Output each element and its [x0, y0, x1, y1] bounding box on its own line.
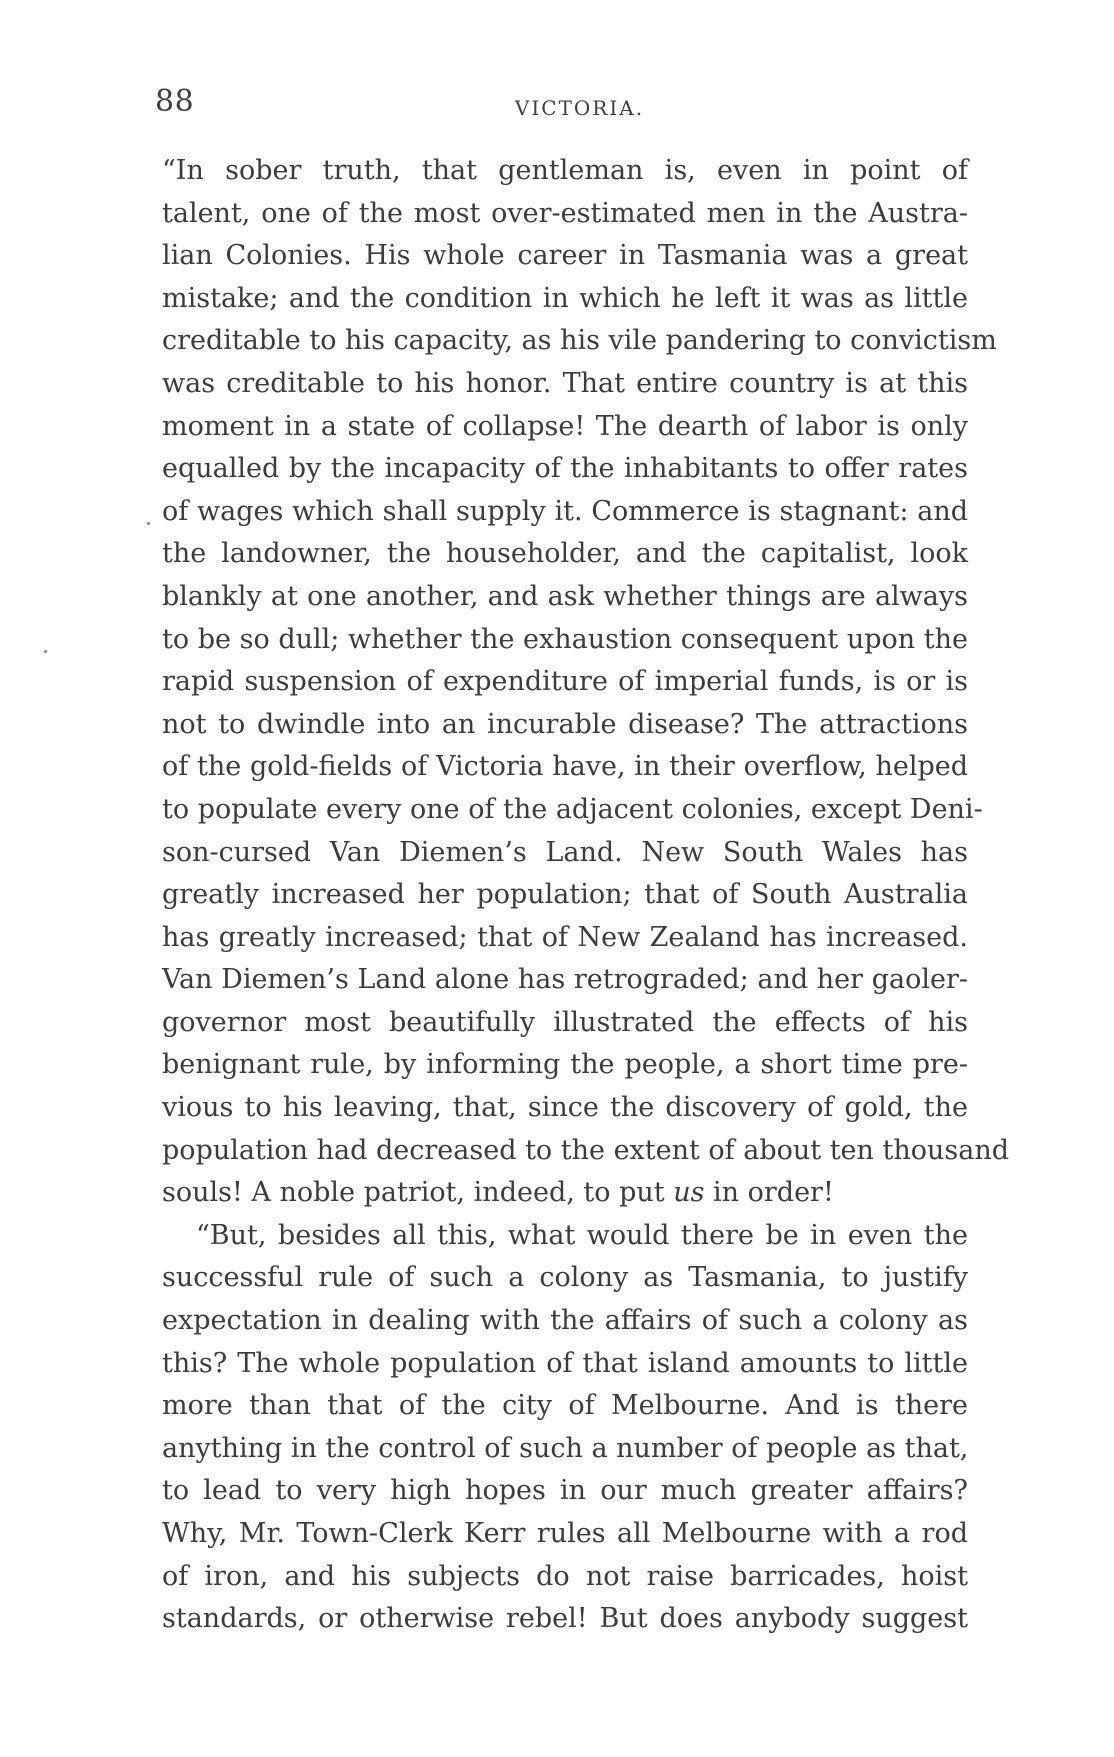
text-line: governor most beautifully illustrated the effects of his — [162, 1006, 968, 1038]
page-number: 88 — [155, 84, 195, 119]
text-line: Why, Mr. Town-Clerk Kerr rules all Melbourne with a rod — [162, 1518, 968, 1549]
scan-speck — [44, 650, 47, 653]
text-line: son-cursed Van Diemen’s Land. New South Wales has — [162, 836, 968, 868]
text-line: greatly increased her population; that of South Australia — [162, 879, 968, 911]
text-line: anything in the control of such a number of people as that, — [162, 1432, 969, 1464]
body-text — [162, 150, 1010, 1641]
text-line: benignant rule, by informing the people, a short time pre- — [162, 1049, 968, 1081]
text-line: the landowner, the householder, and the capitalist, look — [162, 538, 968, 570]
text-line: Van Diemen’s Land alone has retrograded; and her gaoler- — [162, 964, 968, 996]
text-line: of wages which shall supply it. Commerce is stagnant: and — [162, 495, 968, 527]
text-line: moment in a state of collapse! The dearth of labor is only — [162, 410, 968, 442]
text-line: not to dwindle into an incurable disease? The attractions — [162, 708, 968, 740]
text-line: of iron, and his subjects do not raise barricades, hoist — [162, 1560, 968, 1592]
running-title: VICTORIA. — [514, 96, 645, 120]
text-run: in order! — [704, 1177, 834, 1209]
text-line: standards, or otherwise rebel! But does anybody suggest — [162, 1603, 968, 1635]
text-line: blankly at one another, and ask whether things are always — [162, 580, 968, 612]
text-line: “In sober truth, that gentleman is, even in point of — [162, 155, 968, 186]
text-line: expectation in dealing with the affairs of such a colony as — [162, 1305, 968, 1337]
text-line: creditable to his capacity, as his vile pandering to convictism — [162, 325, 997, 357]
text-line: this? The whole population of that island amounts to little — [162, 1347, 968, 1379]
text-line: vious to his leaving, that, since the discovery of gold, the — [162, 1092, 968, 1124]
text-line: mistake; and the condition in which he left it was as little — [162, 282, 968, 314]
scan-speck — [147, 522, 150, 525]
text-line: successful rule of such a colony as Tasmania, to justify — [162, 1262, 968, 1294]
italic-word: us — [673, 1177, 705, 1209]
text-run: souls! A noble patriot, indeed, to put — [162, 1177, 674, 1209]
text-line: rapid suspension of expenditure of imperial funds, is or is — [162, 666, 968, 698]
text-line: has greatly increased; that of New Zealand has increased. — [162, 921, 968, 953]
text-line: to populate every one of the adjacent colonies, except Deni- — [162, 793, 983, 825]
text-line: to be so dull; whether the exhaustion consequent upon the — [162, 623, 968, 655]
text-line: was creditable to his honor. That entire country is at this — [162, 367, 968, 399]
text-line: equalled by the incapacity of the inhabitants to offer rates — [162, 453, 968, 485]
paragraph-last-line — [162, 1172, 968, 1215]
text-line: to lead to very high hopes in our much greater affairs? — [162, 1475, 968, 1507]
paragraph-first-line: “But, besides all this, what would there be in even the — [196, 1219, 968, 1251]
text-line: more than that of the city of Melbourne. And is there — [162, 1390, 968, 1422]
text-line: population had decreased to the extent of about ten thousand — [162, 1134, 1010, 1166]
text-line: of the gold-fields of Victoria have, in their overflow, helped — [162, 751, 968, 783]
text-line: talent, one of the most over-estimated men in the Austra- — [162, 197, 968, 229]
text-line: lian Colonies. His whole career in Tasmania was a great — [162, 240, 968, 272]
